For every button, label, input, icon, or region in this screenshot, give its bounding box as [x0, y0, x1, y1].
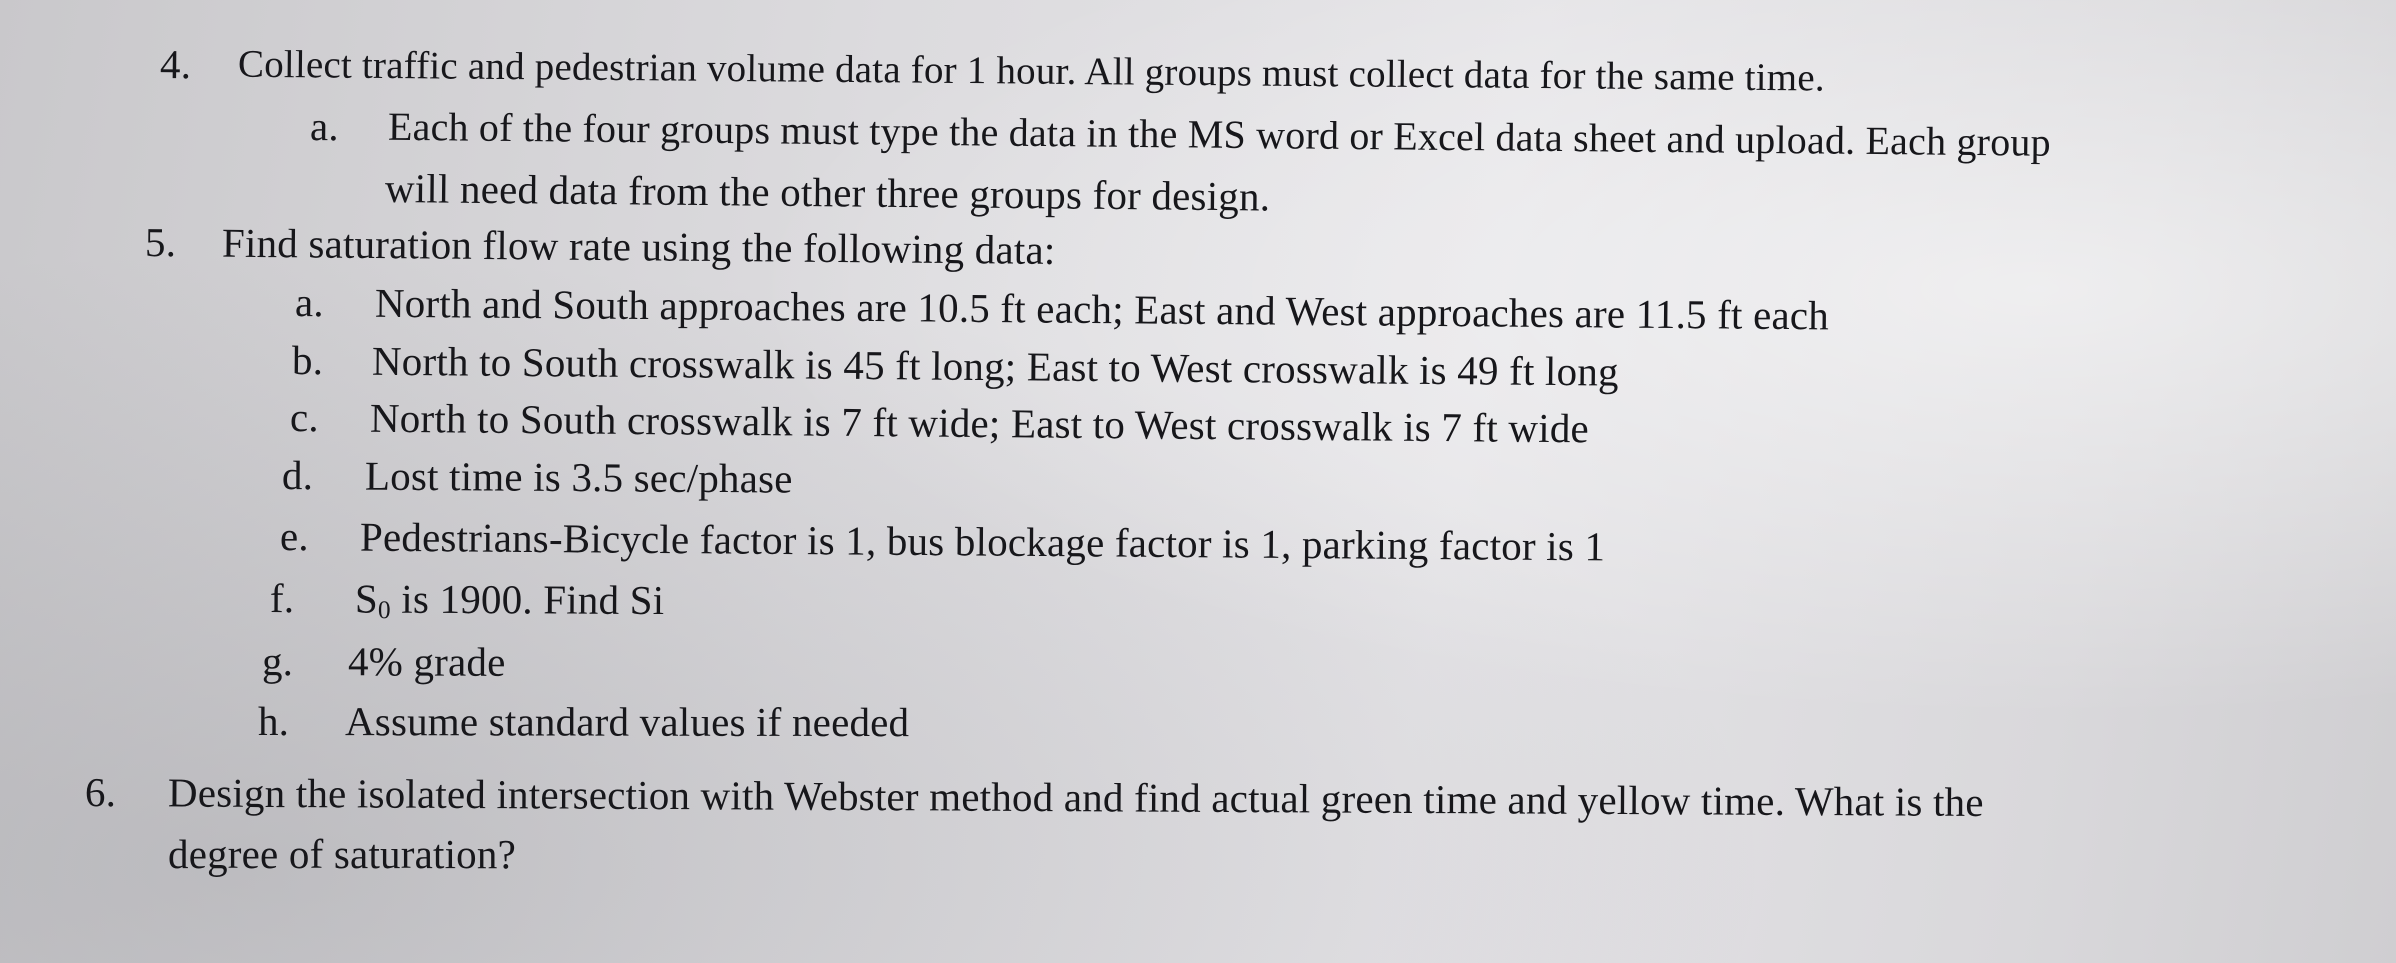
item-4a-text-1: Each of the four groups must type the data in the MS word or Excel data sheet and upload. Each group: [387, 103, 2052, 165]
item-5f-subscript: 0: [377, 596, 391, 625]
item-5d-text: Lost time is 3.5 sec/phase: [364, 452, 793, 502]
item-6-text-1: Design the isolated intersection with Webster method and find actual green time and yellow time. What is the: [167, 769, 1984, 825]
item-5f-text: [354, 575, 665, 625]
item-6-text-2: degree of saturation?: [168, 831, 516, 877]
item-5f-letter: f.: [269, 575, 295, 622]
item-5a-text: North and South approaches are 10.5 ft each; East and West approaches are 11.5 ft each: [374, 279, 1830, 339]
item-5b-letter: b.: [291, 337, 324, 384]
item-5a-letter: a.: [294, 279, 325, 326]
item-4a-letter: a.: [309, 103, 340, 150]
item-5c-letter: c.: [289, 394, 320, 441]
item-5c-text: North to South crosswalk is 7 ft wide; East to West crosswalk is 7 ft wide: [369, 394, 1590, 452]
item-4-text: Collect traffic and pedestrian volume data for 1 hour. All groups must collect data for the same time.: [237, 42, 1825, 100]
item-5g-letter: g.: [261, 638, 294, 685]
item-5-number: 5.: [144, 219, 177, 266]
item-5e-text: Pedestrians-Bicycle factor is 1, bus blockage factor is 1, parking factor is 1: [359, 513, 1606, 570]
item-5b-text: North to South crosswalk is 45 ft long; East to West crosswalk is 49 ft long: [371, 337, 1619, 395]
item-5d-letter: d.: [281, 452, 314, 499]
item-5g-text: 4% grade: [347, 638, 506, 685]
item-4-number: 4.: [159, 41, 192, 88]
item-5h-text: Assume standard values if needed: [344, 698, 910, 746]
item-6-number: 6.: [84, 769, 117, 816]
item-5h-letter: h.: [257, 698, 290, 745]
item-4a-text-2: will need data from the other three groups for design.: [384, 165, 1271, 220]
item-5e-letter: e.: [279, 513, 310, 560]
item-5f-rest: is 1900. Find Si: [390, 575, 665, 624]
item-5f-symbol: S: [354, 575, 379, 622]
item-5-text: Find saturation flow rate using the following data:: [221, 219, 1056, 273]
